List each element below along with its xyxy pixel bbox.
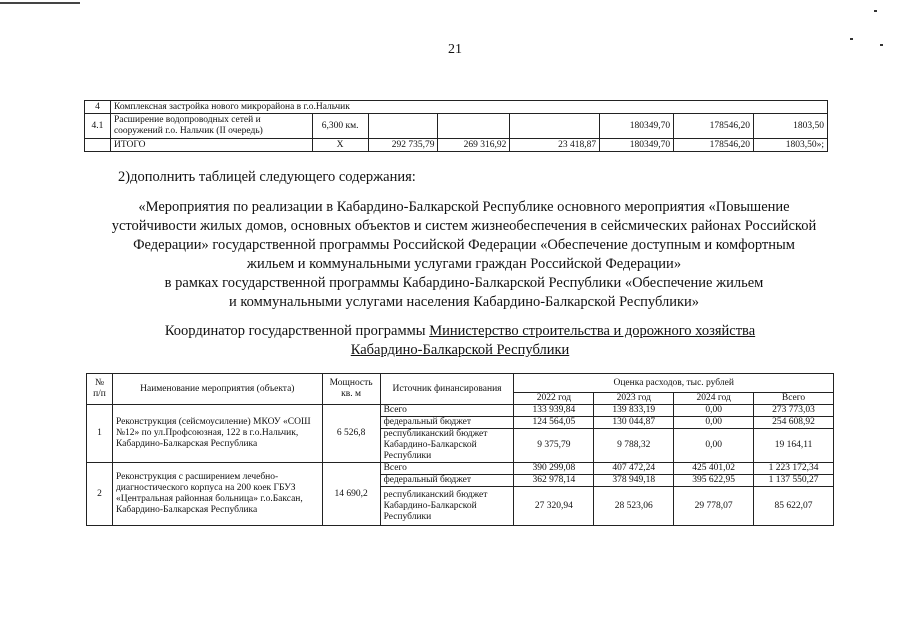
ministry-name: Министерство строительства и дорожного хозяйства [429,323,756,339]
value-total: 273 773,03 [754,405,834,417]
value-2022: 390 299,08 [514,463,594,475]
value-2024: 0,00 [674,417,754,429]
header-name: Наименование мероприятия (объекта) [112,374,322,405]
row-num: 2 [87,463,113,526]
scan-speck [874,10,877,12]
value-2022: 9 375,79 [514,429,594,463]
source: республиканский бюджет Кабардино-Балкарской Республики [380,487,514,526]
cell: 23 418,87 [510,139,600,152]
title-line: и коммунальными услугами населения Кабардино-Балкарской Республики» [228,294,700,310]
table-row [87,463,834,475]
scan-artifact-line [0,2,80,4]
row-num: 4.1 [85,114,111,139]
value-total: 1 223 172,34 [754,463,834,475]
header-2024: 2024 год [674,393,754,405]
table-row [85,101,828,114]
item-capacity: 6,300 км. [312,114,368,139]
cell [368,114,438,139]
measure-capacity: 6 526,8 [322,405,380,463]
source: Всего [380,463,514,475]
scan-speck [880,44,883,46]
cell: 292 735,79 [368,139,438,152]
table-row [85,114,828,139]
value-2023: 28 523,06 [594,487,674,526]
table-row [87,405,834,417]
scan-speck [850,38,853,40]
value-2022: 133 939,84 [514,405,594,417]
value-total: 254 608,92 [754,417,834,429]
cell: 178546,20 [674,139,754,152]
header-2023: 2023 год [594,393,674,405]
value-2024: 425 401,02 [674,463,754,475]
value-2024: 0,00 [674,405,754,417]
value-2022: 362 978,14 [514,475,594,487]
value-2023: 9 788,32 [594,429,674,463]
title-line: «Мероприятия по реализации в Кабардино-Балкарской Республике основного мероприятия «Повышение [138,199,790,215]
table-measures [86,373,834,526]
header-source: Источник финансирования [380,374,514,405]
header-2022: 2022 год [514,393,594,405]
item-name: Расширение водопроводных сетей и сооружений г.о. Нальчик (II очередь) [110,114,312,139]
row-num: 1 [87,405,113,463]
page-number: 21 [448,42,462,57]
header-total: Всего [754,393,834,405]
header-num: № п/п [87,374,113,405]
value-total: 1 137 550,27 [754,475,834,487]
source: республиканский бюджет Кабардино-Балкарской Республики [380,429,514,463]
source: федеральный бюджет [380,475,514,487]
value-2024: 0,00 [674,429,754,463]
title-line: устойчивости жилых домов, основных объектов и систем жизнеобеспечения в сейсмических районах Российской [111,218,817,234]
row-num: 4 [85,101,111,114]
value-2023: 407 472,24 [594,463,674,475]
measure-name: Реконструкция (сейсмоусиление) МКОУ «СОШ №12» по ул.Профсоюзная, 122 в г.о.Нальчик, Кабардино-Балкарская Республика [112,405,322,463]
section-title: Комплексная застройка нового микрорайона в г.о.Нальчик [110,101,827,114]
value-2023: 130 044,87 [594,417,674,429]
header-capacity: Мощность кв. м [322,374,380,405]
cell: 1803,50»; [754,139,828,152]
value-2023: 378 949,18 [594,475,674,487]
value-2024: 29 778,07 [674,487,754,526]
ministry-name-line2: Кабардино-Балкарской Республики [350,342,570,358]
total-capacity: Х [312,139,368,152]
header-estimate: Оценка расходов, тыс. рублей [514,374,834,393]
cell: 180349,70 [600,139,674,152]
coordinator-block [110,322,810,360]
table-continuation [84,100,828,152]
table-row-total [85,139,828,152]
cell: 178546,20 [674,114,754,139]
value-2024: 395 622,95 [674,475,754,487]
total-label: ИТОГО [110,139,312,152]
source: Всего [380,405,514,417]
value-total: 85 622,07 [754,487,834,526]
cell: 269 316,92 [438,139,510,152]
title-line: в рамках государственной программы Кабардино-Балкарской Республики «Обеспечение жильем [164,275,764,291]
value-total: 19 164,11 [754,429,834,463]
measure-capacity: 14 690,2 [322,463,380,526]
paragraph-add-table: 2)дополнить таблицей следующего содержания: [118,169,416,185]
cell [510,114,600,139]
title-line: жильем и коммунальными услугами граждан Российской Федерации» [246,256,682,272]
measure-name: Реконструкция с расширением лечебно-диагностического корпуса на 200 коек ГБУЗ «Центральная районная больница» г.о.Баксан, Кабардино-Балкарская Республика [112,463,322,526]
value-2023: 139 833,19 [594,405,674,417]
cell [438,114,510,139]
title-line: Федерации» государственной программы Российской Федерации «Обеспечение доступным и комфортным [133,237,795,253]
coordinator-label: Координатор государственной программы [164,323,430,339]
cell: 1803,50 [754,114,828,139]
cell: 180349,70 [600,114,674,139]
value-2022: 124 564,05 [514,417,594,429]
value-2022: 27 320,94 [514,487,594,526]
source: федеральный бюджет [380,417,514,429]
section-title-block [104,198,824,312]
